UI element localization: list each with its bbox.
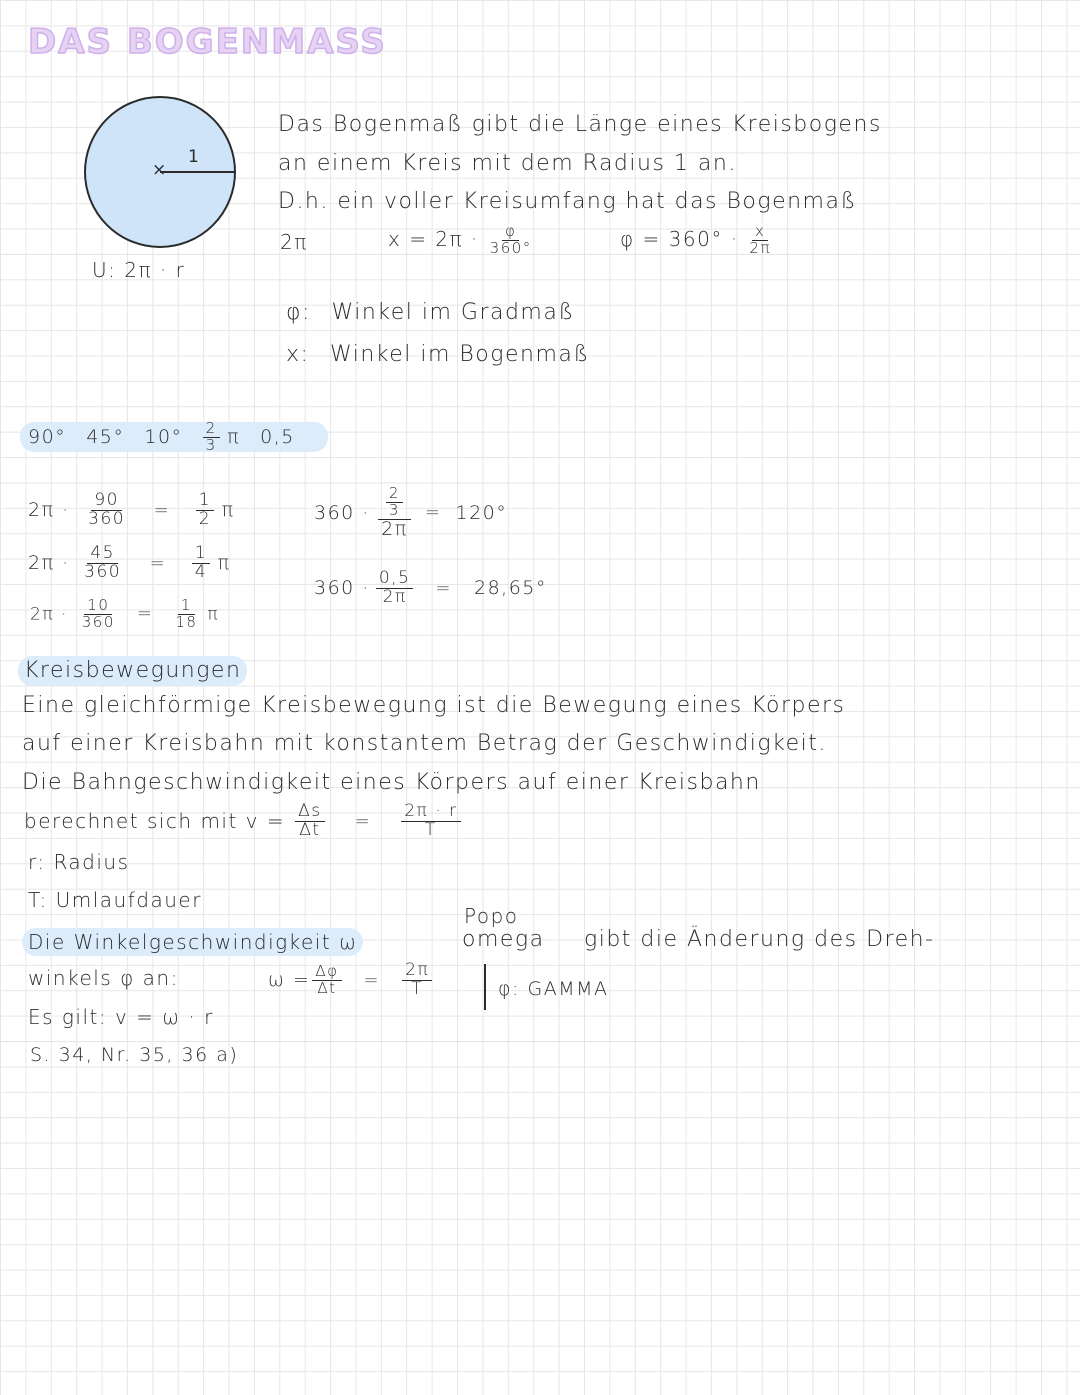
conversion-row-90: 2π · $\frac{90}{360}$ = $\frac{1}{2}$ π [28, 490, 235, 529]
x-text: Winkel im Bogenmaß [329, 342, 590, 367]
es-gilt-formula: Es gilt: v = ω · r [28, 1005, 214, 1029]
formula-x-lhs: x = 2π · [388, 226, 479, 251]
popo-note: Popo [464, 904, 519, 928]
circle-center-mark: × [152, 160, 167, 180]
formula-x-numerator: φ [502, 224, 519, 241]
full-circle-value: 2π [280, 230, 308, 254]
conversion-0-5: 360 · $\frac{0,5}{2\pi}$ = 28,65° [314, 568, 547, 607]
winkelgeschwindigkeit-line: Die Winkelgeschwindigkeit ω [22, 928, 363, 956]
omega-formula: ω = $\frac{\Delta\varphi}{\Delta t}$ = $\frac{2\pi}{T}$ [268, 962, 432, 999]
phi-label: φ: [286, 300, 311, 325]
formula-phi [620, 224, 774, 257]
umlaufdauer-definition: T: Umlaufdauer [28, 888, 202, 912]
winkelgeschwindigkeit-line-cont: gibt die Änderung des Dreh- [584, 927, 935, 952]
x-label: x: [286, 342, 310, 367]
radius-label: 1 [188, 147, 199, 167]
definition-line-3: D.h. ein voller Kreisumfang hat das Bogenmaß [278, 189, 857, 214]
conversion-row-45: 2π · $\frac{45}{360}$ = $\frac{1}{4}$ π [28, 543, 231, 582]
formula-phi-numerator: x [752, 224, 768, 241]
value-two-thirds-pi: $\frac{2}{3}$ π [203, 421, 241, 454]
formula-phi-lhs: φ = 360° · [620, 226, 739, 251]
velocity-formula: berechnet sich mit v = $\frac{\Delta s}{\Delta t}$ = $\frac{2\pi \cdot r}{T}$ [24, 803, 461, 840]
formula-x-denominator: 360° [489, 238, 532, 257]
conversion-two-thirds-pi: 360 · $\frac{\frac{2}{3}}{2\pi}$ = 120° [314, 484, 508, 540]
homework-reference: S. 34, Nr. 35, 36 a) [30, 1044, 239, 1066]
kreis-line-1: Eine gleichförmige Kreisbewegung ist die Bewegung eines Körpers [22, 693, 846, 718]
separator-bar [484, 964, 486, 1010]
phi-text: Winkel im Gradmaß [331, 300, 575, 325]
phi-definition [286, 300, 575, 325]
formula-x [388, 224, 535, 257]
x-definition [286, 342, 590, 367]
value-10: 10° [144, 426, 183, 448]
section-heading-kreisbewegungen: Kreisbewegungen [18, 656, 247, 686]
drehwinkel-line: winkels φ an: [28, 966, 179, 990]
circumference-formula: U: 2π · r [92, 258, 186, 282]
value-0-5: 0,5 [260, 426, 295, 448]
omega-word: omega [462, 927, 545, 952]
definition-line-2: an einem Kreis mit dem Radius 1 an. [278, 151, 737, 176]
exercise-values [20, 418, 328, 454]
kreis-line-3: Die Bahngeschwindigkeit eines Körpers auf einer Kreisbahn [22, 770, 761, 795]
value-45: 45° [86, 426, 125, 448]
definition-line-1: Das Bogenmaß gibt die Länge eines Kreisbogens [278, 112, 882, 137]
formula-phi-denominator: 2π [749, 238, 771, 257]
radius-definition: r: Radius [28, 850, 130, 874]
page-title: DAS BOGENMASS [28, 22, 387, 62]
kreis-line-2: auf einer Kreisbahn mit konstantem Betrag der Geschwindigkeit. [22, 731, 827, 756]
value-90: 90° [28, 426, 67, 448]
gamma-note: φ: GAMMA [498, 978, 609, 1000]
conversion-row-10: 2π · $\frac{10}{360}$ = $\frac{1}{18}$ π [30, 596, 220, 631]
